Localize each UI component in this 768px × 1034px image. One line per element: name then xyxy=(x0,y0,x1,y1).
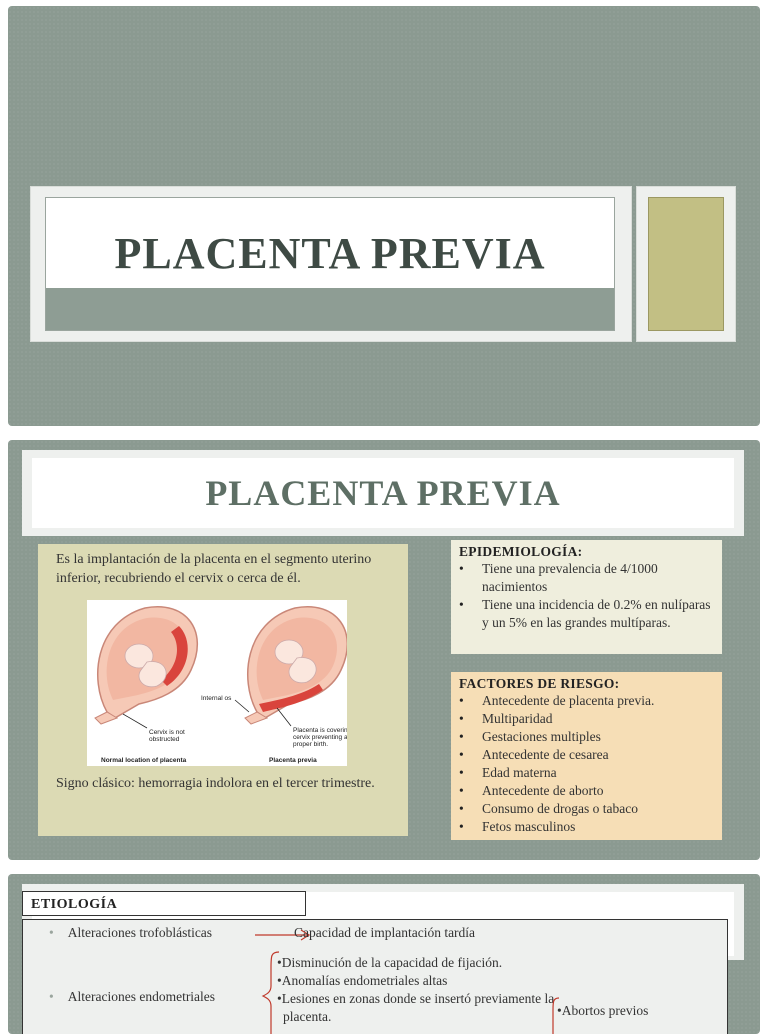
row-label: Alteraciones endometriales xyxy=(67,989,216,1004)
risk-factors-heading: FACTORES DE RIESGO: xyxy=(459,676,620,691)
list-item: • Tiene una prevalencia de 4/1000 nacimientos xyxy=(482,560,716,596)
header-panel xyxy=(32,458,734,528)
epidemiology-heading: EPIDEMIOLOGÍA: xyxy=(459,544,583,559)
risk-factors-box xyxy=(451,672,722,840)
slide-title: PLACENTA PREVIA xyxy=(205,473,561,513)
label-cervix: Cervix is not obstructed xyxy=(149,729,185,743)
label-placenta-covering: Placenta is covering cervix preventing a proper birth. xyxy=(293,727,347,748)
row-detail: Capacidad de implantación tardía xyxy=(294,925,476,940)
risk-factors-list xyxy=(451,692,722,836)
classic-sign-text: Signo clásico: hemorragia indolora en el tercer trimestre. xyxy=(56,776,375,791)
epidemiology-box xyxy=(451,540,722,654)
list-item: • Gestaciones multiples xyxy=(482,728,716,746)
header-band xyxy=(22,450,744,536)
caption-normal: Normal location of placenta xyxy=(101,757,187,764)
accent-frame xyxy=(636,186,736,342)
title-frame xyxy=(30,186,632,342)
list-item: • Fetos masculinos xyxy=(482,818,716,836)
detail-item: •Anomalías endometriales altas xyxy=(277,973,448,988)
epidemiology-list xyxy=(451,560,722,632)
definition-box xyxy=(38,544,408,836)
caption-previa: Placenta previa xyxy=(269,757,317,764)
bullet-icon: • xyxy=(49,925,54,940)
detail-item: •Disminución de la capacidad de fijación. xyxy=(277,955,503,970)
accent-block xyxy=(648,197,724,331)
row-label: Alteraciones trofoblásticas xyxy=(67,925,213,940)
detail-item: •Lesiones en zonas donde se insertó previamente la xyxy=(277,991,555,1006)
list-item: • Antecedente de cesarea xyxy=(482,746,716,764)
etiology-label: ETIOLOGÍA xyxy=(22,891,306,916)
title-band xyxy=(46,288,614,330)
previa-uterus-drawing xyxy=(245,607,347,724)
definition-text: Es la implantación de la placenta en el segmento uterino inferior, recubriendo el cervix o cerca de él. xyxy=(56,552,372,586)
title-panel xyxy=(45,197,615,331)
etiology-row-endometrial xyxy=(49,989,215,1005)
title-slide xyxy=(8,6,760,426)
list-item: • Antecedente de placenta previa. xyxy=(482,692,716,710)
list-item: • Antecedente de aborto xyxy=(482,782,716,800)
list-item: • Consumo de drogas o tabaco xyxy=(482,800,716,818)
label-internal-os: Internal os xyxy=(201,695,232,702)
list-item: • Multiparidad xyxy=(482,710,716,728)
bullet-icon: • xyxy=(49,989,54,1004)
etiology-row-trophoblastic xyxy=(49,925,212,941)
placenta-illustration xyxy=(87,600,347,766)
etiology-panel xyxy=(22,919,728,1034)
etiology-slide xyxy=(8,874,760,1034)
sub-detail-item: •Abortos previos xyxy=(557,1003,649,1018)
slide-title: PLACENTA PREVIA xyxy=(114,229,546,278)
content-slide xyxy=(8,440,760,860)
uterus-diagram xyxy=(87,600,347,766)
list-item: • Edad materna xyxy=(482,764,716,782)
normal-uterus-drawing xyxy=(95,607,197,724)
detail-item: placenta. xyxy=(283,1009,332,1024)
list-item: • Tiene una incidencia de 0.2% en nulíparas y un 5% en las grandes multíparas. xyxy=(482,596,716,632)
